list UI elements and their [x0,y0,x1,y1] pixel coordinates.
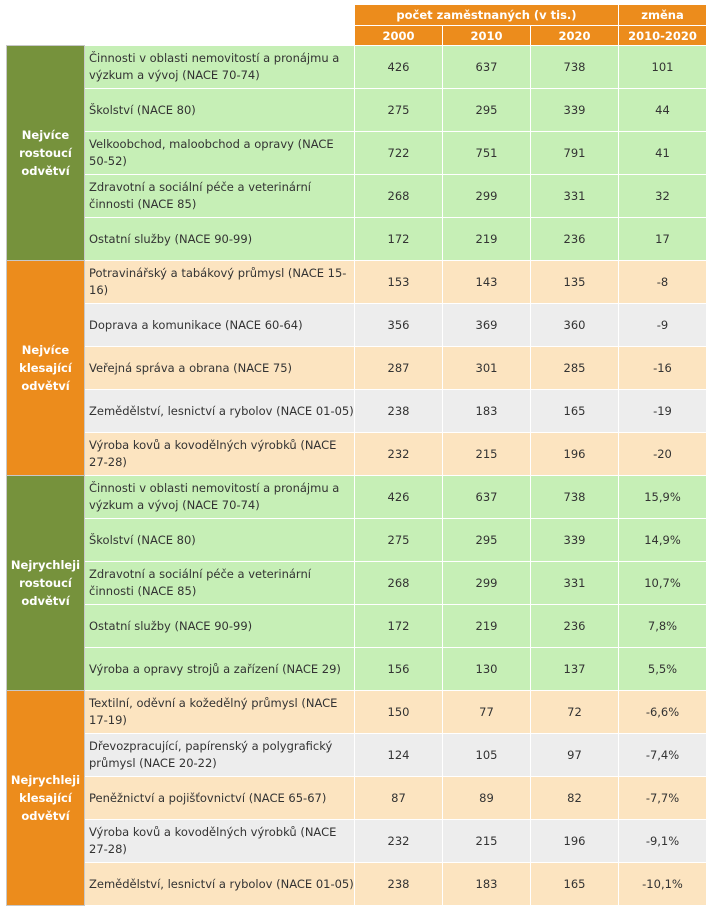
change-value: 41 [619,132,707,175]
table-row [7,863,707,906]
value-2000: 275 [355,519,443,562]
change-value: -7,7% [619,777,707,820]
value-2010: 105 [443,734,531,777]
table-row [7,89,707,132]
sector-name: Doprava a komunikace (NACE 60-64) [85,304,355,347]
table-row [7,175,707,218]
value-2010: 369 [443,304,531,347]
value-2020: 236 [531,605,619,648]
value-2010: 751 [443,132,531,175]
value-2020: 791 [531,132,619,175]
value-2010: 299 [443,562,531,605]
table-row [7,218,707,261]
value-2020: 331 [531,175,619,218]
value-2020: 72 [531,691,619,734]
change-value: -9,1% [619,820,707,863]
value-2000: 150 [355,691,443,734]
sector-name: Peněžnictví a pojišťovnictví (NACE 65-67) [85,777,355,820]
header-year-2010: 2010 [443,26,531,46]
change-value: 10,7% [619,562,707,605]
value-2010: 301 [443,347,531,390]
value-2020: 339 [531,519,619,562]
section-2 [7,261,707,476]
section-1 [7,46,707,261]
table-row [7,777,707,820]
table-row [7,820,707,863]
header-blank [7,5,355,26]
value-2010: 219 [443,218,531,261]
value-2020: 331 [531,562,619,605]
value-2000: 238 [355,390,443,433]
value-2000: 356 [355,304,443,347]
change-value: 17 [619,218,707,261]
value-2020: 339 [531,89,619,132]
header-year-2000: 2000 [355,26,443,46]
employment-table-container [6,4,707,906]
change-value: 5,5% [619,648,707,691]
sector-name: Velkoobchod, maloobchod a opravy (NACE 50-52) [85,132,355,175]
value-2000: 426 [355,476,443,519]
value-2000: 232 [355,433,443,476]
sector-name: Zemědělství, lesnictví a rybolov (NACE 01-05) [85,863,355,906]
value-2000: 238 [355,863,443,906]
table-row [7,562,707,605]
sector-name: Zdravotní a sociální péče a veterinární činnosti (NACE 85) [85,562,355,605]
header-change-label: změna [619,5,707,26]
value-2000: 124 [355,734,443,777]
sector-name: Dřevozpracující, papírenský a polygrafický průmysl (NACE 20-22) [85,734,355,777]
value-2020: 165 [531,390,619,433]
value-2000: 153 [355,261,443,304]
value-2010: 89 [443,777,531,820]
sector-name: Veřejná správa a obrana (NACE 75) [85,347,355,390]
change-value: -8 [619,261,707,304]
value-2020: 196 [531,433,619,476]
section-title: Nejvíce rostoucí odvětví [7,46,85,261]
header-change-period: 2010-2020 [619,26,707,46]
value-2000: 172 [355,218,443,261]
change-value: -9 [619,304,707,347]
value-2000: 722 [355,132,443,175]
sector-name: Výroba kovů a kovodělných výrobků (NACE 27-28) [85,433,355,476]
sector-name: Školství (NACE 80) [85,89,355,132]
header-row-2 [7,26,707,46]
value-2000: 287 [355,347,443,390]
value-2020: 236 [531,218,619,261]
table-row [7,476,707,519]
value-2010: 143 [443,261,531,304]
value-2020: 135 [531,261,619,304]
section-4 [7,691,707,906]
value-2010: 637 [443,46,531,89]
sector-name: Textilní, oděvní a kožedělný průmysl (NACE 17-19) [85,691,355,734]
section-3 [7,476,707,691]
change-value: -7,4% [619,734,707,777]
value-2020: 738 [531,476,619,519]
change-value: 15,9% [619,476,707,519]
change-value: 32 [619,175,707,218]
table-row [7,261,707,304]
table-row [7,691,707,734]
value-2010: 295 [443,89,531,132]
value-2000: 268 [355,175,443,218]
value-2010: 215 [443,433,531,476]
value-2000: 232 [355,820,443,863]
section-title: Nejrychleji rostoucí odvětví [7,476,85,691]
value-2000: 268 [355,562,443,605]
value-2010: 295 [443,519,531,562]
sector-name: Výroba kovů a kovodělných výrobků (NACE 27-28) [85,820,355,863]
value-2000: 275 [355,89,443,132]
header-row-1 [7,5,707,26]
change-value: -10,1% [619,863,707,906]
sector-name: Potravinářský a tabákový průmysl (NACE 15-16) [85,261,355,304]
value-2000: 156 [355,648,443,691]
value-2010: 130 [443,648,531,691]
value-2020: 360 [531,304,619,347]
table-row [7,132,707,175]
value-2010: 183 [443,863,531,906]
value-2020: 97 [531,734,619,777]
value-2010: 183 [443,390,531,433]
change-value: 101 [619,46,707,89]
value-2020: 165 [531,863,619,906]
table-row [7,519,707,562]
value-2020: 285 [531,347,619,390]
sector-name: Zdravotní a sociální péče a veterinární činnosti (NACE 85) [85,175,355,218]
change-value: 7,8% [619,605,707,648]
sector-name: Zemědělství, lesnictví a rybolov (NACE 01-05) [85,390,355,433]
value-2020: 82 [531,777,619,820]
change-value: -19 [619,390,707,433]
value-2000: 172 [355,605,443,648]
section-title: Nejrychleji klesající odvětví [7,691,85,906]
value-2010: 219 [443,605,531,648]
value-2020: 196 [531,820,619,863]
table-row [7,390,707,433]
sector-name: Ostatní služby (NACE 90-99) [85,605,355,648]
value-2020: 137 [531,648,619,691]
table-row [7,605,707,648]
table-row [7,46,707,89]
table-row [7,347,707,390]
sector-name: Školství (NACE 80) [85,519,355,562]
value-2010: 215 [443,820,531,863]
table-row [7,304,707,347]
value-2000: 426 [355,46,443,89]
table-row [7,734,707,777]
header-blank [7,26,355,46]
sector-name: Činnosti v oblasti nemovitostí a pronájmu a výzkum a vývoj (NACE 70-74) [85,46,355,89]
change-value: -6,6% [619,691,707,734]
table-row [7,433,707,476]
change-value: 44 [619,89,707,132]
sector-name: Ostatní služby (NACE 90-99) [85,218,355,261]
header-year-2020: 2020 [531,26,619,46]
change-value: -16 [619,347,707,390]
table-row [7,648,707,691]
change-value: -20 [619,433,707,476]
sector-name: Výroba a opravy strojů a zařízení (NACE 29) [85,648,355,691]
employment-table [6,4,707,906]
header-employed-label: počet zaměstnaných (v tis.) [355,5,619,26]
value-2020: 738 [531,46,619,89]
value-2010: 299 [443,175,531,218]
sector-name: Činnosti v oblasti nemovitostí a pronájmu a výzkum a vývoj (NACE 70-74) [85,476,355,519]
value-2010: 77 [443,691,531,734]
section-title: Nejvíce klesající odvětví [7,261,85,476]
change-value: 14,9% [619,519,707,562]
value-2010: 637 [443,476,531,519]
value-2000: 87 [355,777,443,820]
